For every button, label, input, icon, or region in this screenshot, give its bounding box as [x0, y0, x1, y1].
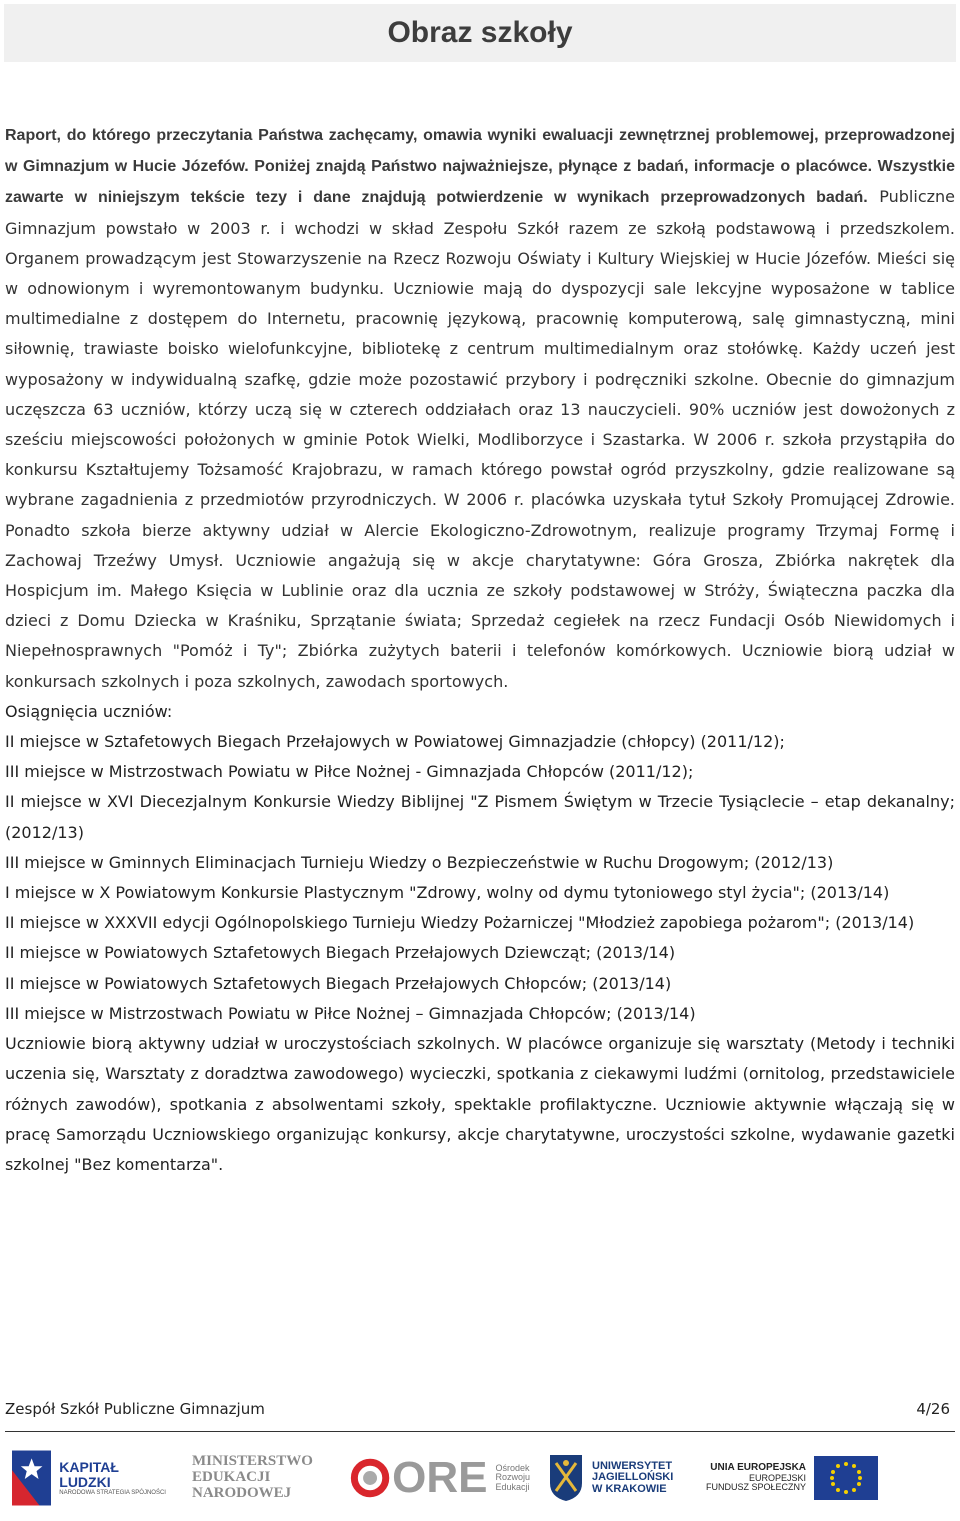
men-line2: EDUKACJI: [192, 1469, 271, 1486]
page-footer: [5, 1400, 950, 1418]
kapital-ludzki-subtitle: NARODOWA STRATEGIA SPÓJNOŚCI: [59, 1489, 166, 1496]
ore-line2: Rozwoju: [495, 1472, 530, 1483]
achievement-item: I miejsce w X Powiatowym Konkursie Plastycznym "Zdrowy, wolny od dymu tytoniowego styl życia"; (2013/14): [5, 883, 890, 903]
footer-school-name: Zespół Szkół Publiczne Gimnazjum: [5, 1400, 265, 1418]
page-title: Obraz szkoły: [387, 16, 573, 49]
ore-line1: Ośrodek: [495, 1462, 530, 1473]
men-line1: MINISTERSTWO: [192, 1453, 313, 1470]
uj-crest-icon: [548, 1453, 584, 1503]
achievement-item: II miejsce w Powiatowych Sztafetowych Biegach Przełajowych Dziewcząt; (2013/14): [5, 943, 676, 963]
ore-line3: Edukacji: [495, 1481, 530, 1492]
kapital-ludzki-title: KAPITAŁ LUDZKI: [59, 1459, 119, 1490]
closing-paragraph: Uczniowie biorą aktywny udział w uroczystościach szkolnych. W placówce organizuje się warsztaty (Metody i techniki uczenia się, Warsztaty z doradztwa zawodowego) wycieczki, spotkania z ciekawymi ludźmi (ornitolog, przedstawiciele różnych zawodów), spotkania z absolwentami szkoły, spektakle profilaktyczne. Uczniowie aktywnie włączają się w pracę Samorządu Uczniowskiego organizując konkursy, akcje charytatywne, uroczystości szkolne, wydawanie gazetki szkolnej "Bez komentarza".: [5, 1034, 955, 1174]
eu-line1: UNIA EUROPEJSKA: [710, 1462, 807, 1474]
achievement-item: II miejsce w XXXVII edycji Ogólnopolskiego Turnieju Wiedzy Pożarniczej "Młodzież zapobiega pożarom"; (2013/14): [5, 913, 915, 933]
logo-strip: [0, 1440, 960, 1516]
men-line3: NARODOWEJ: [192, 1484, 292, 1501]
achievements-section: [5, 697, 955, 1029]
achievement-item: II miejsce w XVI Diecezjalnym Konkursie Wiedzy Biblijnej "Z Pismem Świętym w Trzecie Tysiąclecie – etap dekanalny; (2012/13): [5, 792, 955, 842]
footer-divider: [5, 1431, 955, 1432]
achievement-item: II miejsce w Sztafetowych Biegach Przełajowych w Powiatowej Gimnazjadzie (chłopcy) (2011/12);: [5, 732, 785, 752]
achievement-item: III miejsce w Mistrzostwach Powiatu w Piłce Nożnej – Gimnazjada Chłopców; (2013/14): [5, 1003, 696, 1023]
intro-bold-text: Raport, do którego przeczytania Państwa zachęcamy, omawia wyniki ewaluacji zewnętrznej problemowej, przeprowadzonej w Gimnazjum w Hucie Józefów. Poniżej znajdą Państwo najważniejsze, płynące z badań, informacje o placówce. Wszystkie zawarte w niniejszym tekście tezy i dane znajdują potwierdzenie w wynikach przeprowadzonych badań.: [5, 127, 955, 207]
intro-paragraph: [5, 120, 955, 697]
ore-ring-icon: [350, 1455, 390, 1501]
eu-logo: [706, 1440, 956, 1516]
eu-line2: EUROPEJSKI: [749, 1472, 807, 1483]
achievement-item: III miejsce w Gminnych Eliminacjach Turnieju Wiedzy o Bezpieczeństwie w Ruchu Drogowym; (2012/13): [5, 852, 834, 872]
achievement-item: II miejsce w Powiatowych Sztafetowych Biegach Przełajowych Chłopców; (2013/14): [5, 973, 672, 993]
ore-logo: [350, 1440, 530, 1516]
kapital-ludzki-icon: [12, 1450, 51, 1506]
uj-line2: JAGIELLOŃSKI: [592, 1471, 674, 1484]
eu-flag-icon: [814, 1456, 878, 1500]
report-body: [5, 120, 955, 1180]
footer-page-number: 4/26: [916, 1400, 950, 1418]
uj-line3: W KRAKOWIE: [592, 1482, 667, 1495]
kapital-ludzki-logo: [12, 1440, 172, 1516]
uj-logo: [548, 1440, 698, 1516]
eu-line3: FUNDUSZ SPOŁECZNY: [706, 1482, 807, 1493]
achievement-item: III miejsce w Mistrzostwach Powiatu w Piłce Nożnej - Gimnazjada Chłopców (2011/12);: [5, 762, 694, 782]
title-box: [4, 4, 956, 62]
uj-line1: UNIWERSYTET: [592, 1459, 673, 1472]
achievements-heading: Osiągnięcia uczniów:: [5, 701, 173, 721]
men-logo: [192, 1440, 332, 1516]
intro-plain-text: Publiczne Gimnazjum powstało w 2003 r. i wchodzi w skład Zespołu Szkół razem ze szkołą podstawową i przedszkolem. Organem prowadzącym jest Stowarzyszenie na Rzecz Rozwoju Oświaty i Kultury Wiejskiej w Hucie Józefów. Mieści się w odnowionym i wyremontowanym budynku. Uczniowie mają do dyspozycji sale lekcyjne wyposażone w tablice multimedialne z dostępem do Internetu, pracownię językową, pracownię komputerową, salę gimnastyczną, mini siłownię, trawiaste boisko wielofunkcyjne, bibliotekę z centrum multimedialnym oraz stołówkę. Każdy uczeń jest wyposażony w indywidualną szafkę, gdzie może pozostawić przybory i podręczniki szkolne. Obecnie do gimnazjum uczęszcza 63 uczniów, którzy uczą się w czterech oddziałach oraz 13 nauczycieli. 90% uczniów jest dowożonych z sześciu miejscowości położonych w gminie Potok Wielki, Modliborzyce i Szastarka. W 2006 r. szkoła przystąpiła do konkursu Kształtujemy Tożsamość Krajobrazu, w ramach którego powstał ogród przyszkolny, gdzie realizowane są wybrane zagadnienia z przedmiotów przyrodniczych. W 2006 r. placówka uzyskała tytuł Szkoły Promującej Zdrowie. Ponadto szkoła bierze aktywny udział w Alercie Ekologiczno-Zdrowotnym, realizuje programy Trzymaj Formę i Zachowaj Trzeźwy Umysł. Uczniowie angażują się w akcje charytatywne: Góra Grosza, Zbiórka nakrętek dla Hospicjum im. Małego Księcia w Lublinie oraz dla ucznia ze szkoły podstawowej w Stróży, Świąteczna paczka dla dzieci z Domu Dziecka w Kraśniku, Sprzątanie świata; Sprzedaż cegiełek na rzecz Fundacji Osób Niewidomych i Niepełnosprawnych "Pomóż i Ty"; Zbiórka zużytych baterii i telefonów komórkowych. Uczniowie biorą udział w konkursach szkolnych i poza szkolnych, zawodach sportowych.: [5, 187, 955, 691]
ore-wordmark: ORE: [392, 1452, 488, 1502]
